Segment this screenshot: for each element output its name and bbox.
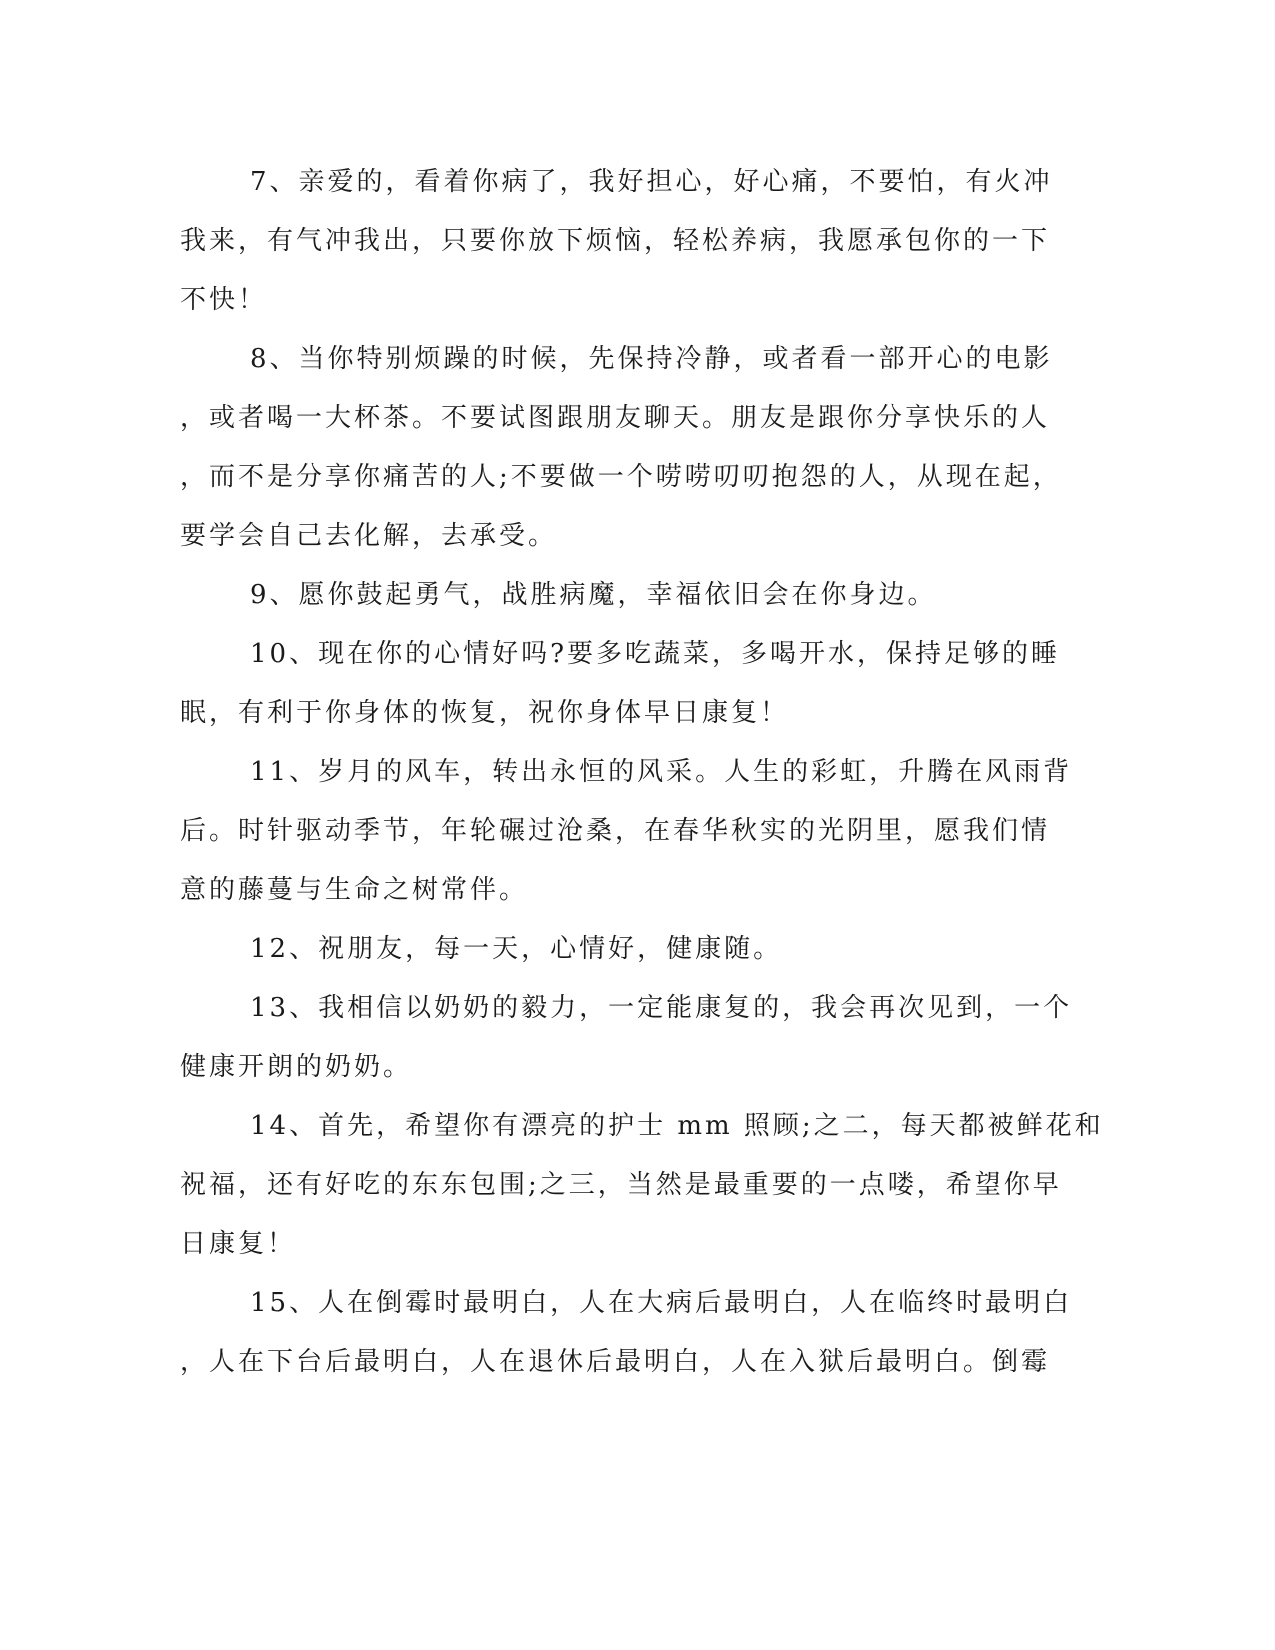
- paragraph-9: [180, 571, 1040, 630]
- paragraph-line: 11、岁月的风车，转出永恒的风采。人生的彩虹，升腾在风雨背: [250, 757, 1073, 787]
- paragraph-line: 后。时针驱动季节，年轮碾过沧桑，在春华秋实的光阴里，愿我们情: [180, 816, 1051, 846]
- paragraph-11: [180, 748, 1073, 925]
- paragraph-14: [180, 1102, 1104, 1279]
- paragraph-line: 10、现在你的心情好吗?要多吃蔬菜，多喝开水，保持足够的睡: [250, 639, 1061, 669]
- paragraph-line: 8、当你特别烦躁的时候，先保持冷静，或者看一部开心的电影: [250, 344, 1053, 374]
- paragraph-line: 眠，有利于你身体的恢复，祝你身体早日康复！: [180, 698, 790, 728]
- paragraph-line: 我来，有气冲我出，只要你放下烦恼，轻松养病，我愿承包你的一下: [180, 226, 1051, 256]
- paragraph-line: 健康开朗的奶奶。: [180, 1052, 413, 1082]
- paragraph-line: ，人在下台后最明白，人在退休后最明白，人在入狱后最明白。倒霉: [180, 1347, 1051, 1377]
- paragraph-line: 要学会自己去化解，去承受。: [180, 521, 558, 551]
- paragraph-line: 9、愿你鼓起勇气，战胜病魔，幸福依旧会在你身边。: [250, 580, 937, 610]
- paragraph-line: 14、首先，希望你有漂亮的护士 mm 照顾;之二，每天都被鲜花和: [250, 1111, 1104, 1141]
- paragraph-line: 12、祝朋友，每一天，心情好，健康随。: [250, 934, 783, 964]
- paragraph-10: [180, 630, 1061, 748]
- paragraph-7: [180, 158, 1053, 335]
- paragraph-13: [180, 984, 1073, 1102]
- paragraph-12: [180, 925, 1040, 984]
- paragraph-line: 7、亲爱的，看着你病了，我好担心，好心痛，不要怕，有火冲: [250, 167, 1053, 197]
- paragraph-line: ，或者喝一大杯茶。不要试图跟朋友聊天。朋友是跟你分享快乐的人: [180, 403, 1051, 433]
- paragraph-line: 15、人在倒霉时最明白，人在大病后最明白，人在临终时最明白: [250, 1288, 1073, 1318]
- document-body: [180, 158, 1104, 1397]
- paragraph-line: ，而不是分享你痛苦的人;不要做一个唠唠叨叨抱怨的人，从现在起，: [180, 462, 1062, 492]
- paragraph-line: 日康复！: [180, 1229, 297, 1259]
- paragraph-line: 13、我相信以奶奶的毅力，一定能康复的，我会再次见到，一个: [250, 993, 1073, 1023]
- paragraph-8: [180, 335, 1062, 571]
- paragraph-15: [180, 1279, 1073, 1397]
- paragraph-line: 意的藤蔓与生命之树常伴。: [180, 875, 529, 905]
- paragraph-line: 不快！: [180, 285, 268, 315]
- paragraph-line: 祝福，还有好吃的东东包围;之三，当然是最重要的一点喽，希望你早: [180, 1170, 1062, 1200]
